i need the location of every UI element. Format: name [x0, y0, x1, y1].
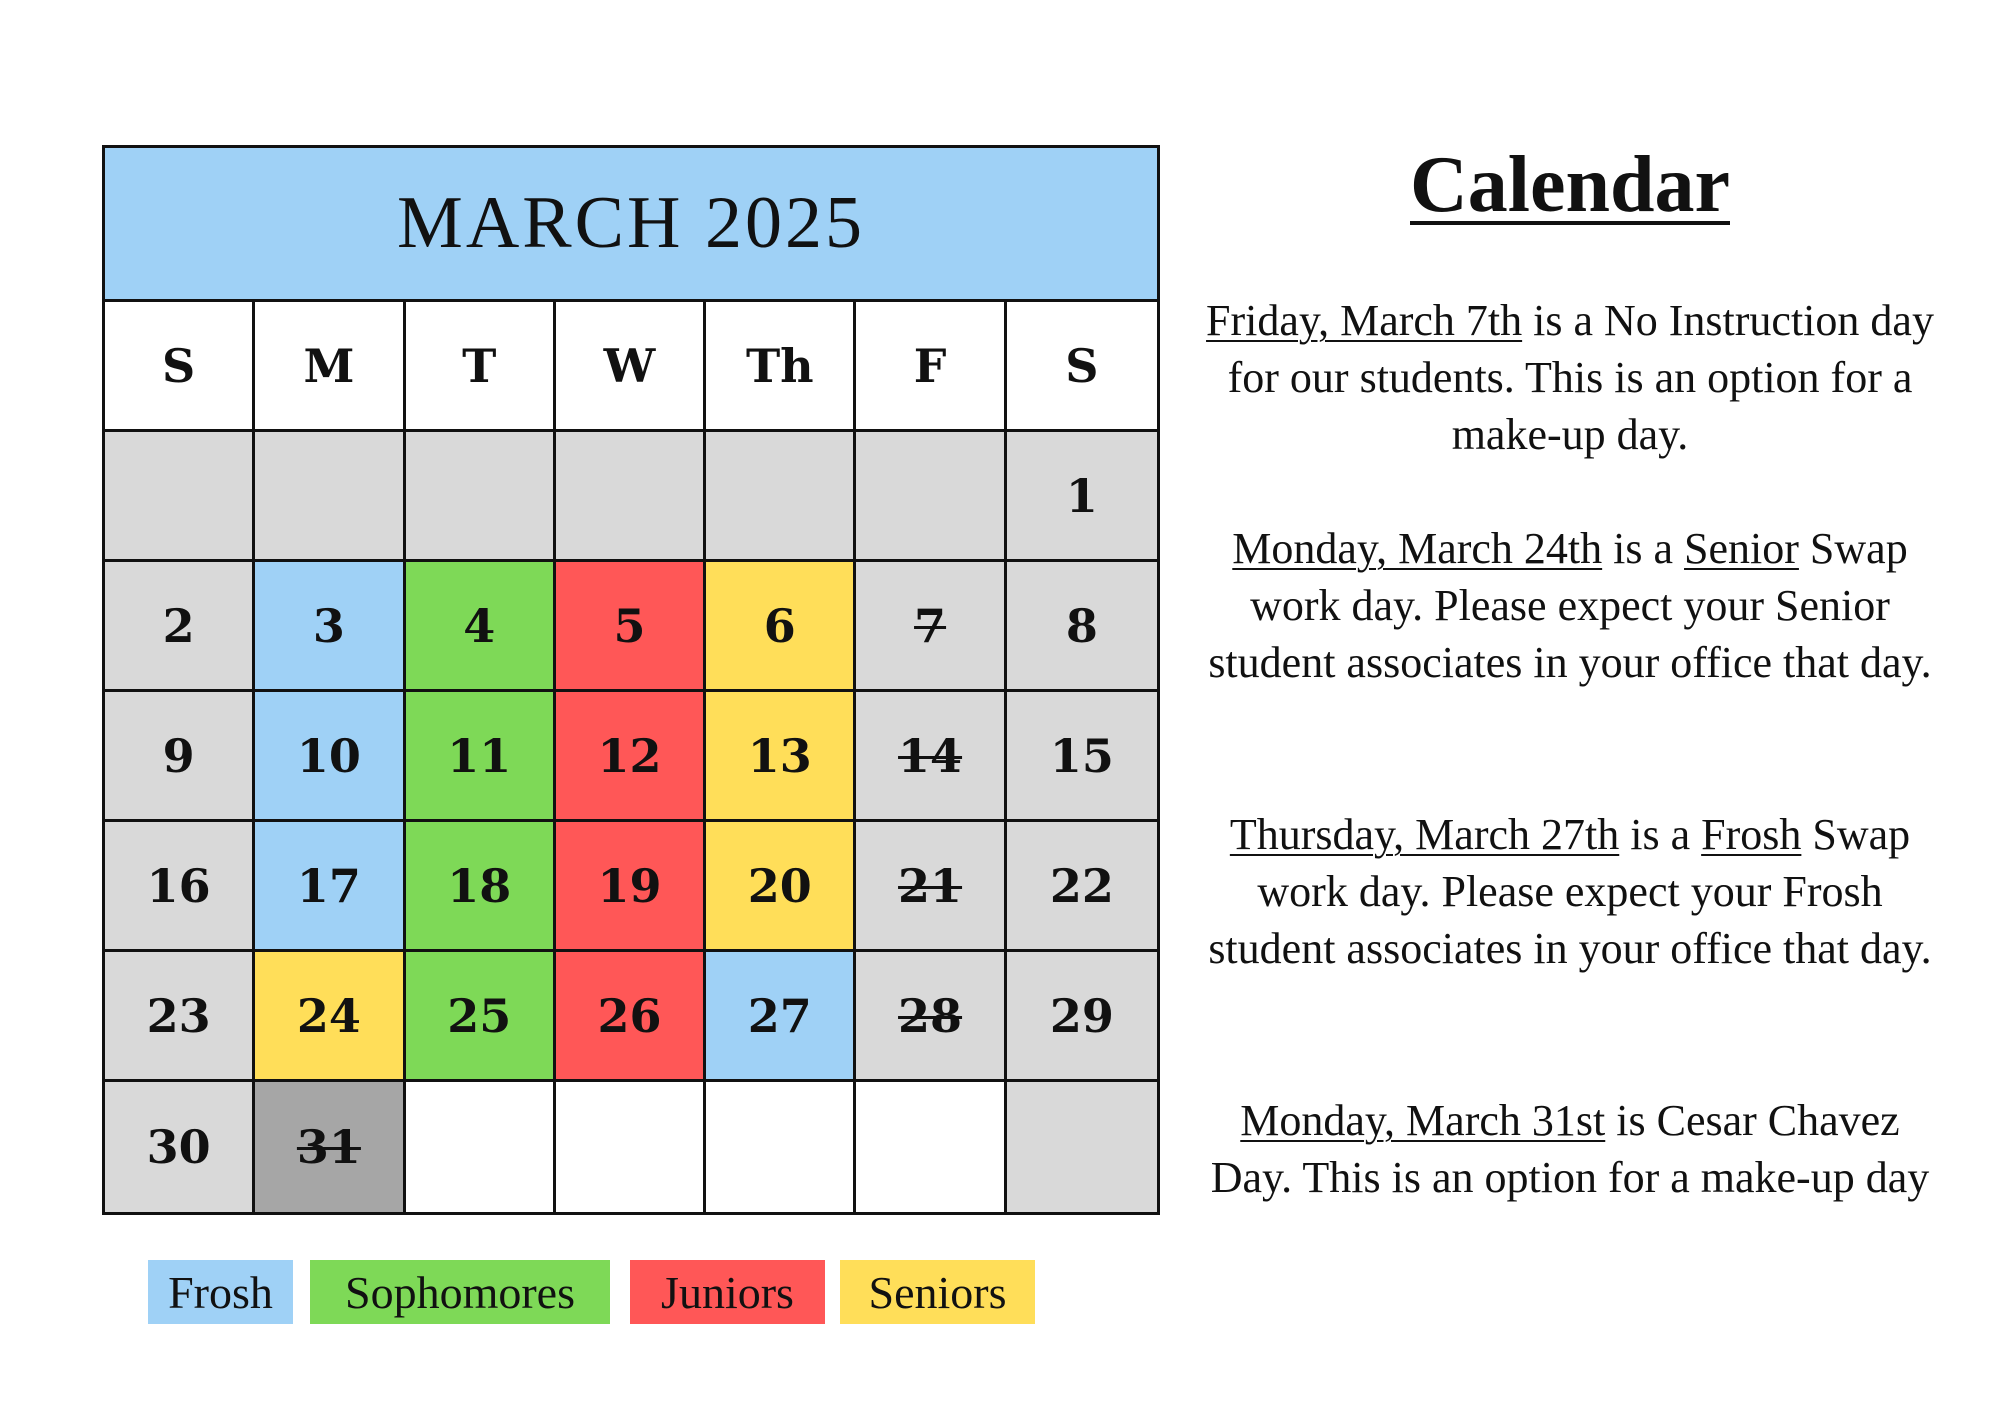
- empty-day-cell: [105, 432, 255, 562]
- day-number: 1: [1065, 468, 1098, 523]
- note-text: Swap work day. Please expect your Senior student associates in your office that day.: [1208, 524, 1932, 687]
- note-highlight: Monday, March 31st: [1240, 1096, 1606, 1145]
- day-cell-14: [856, 692, 1006, 822]
- day-number: 30: [146, 1120, 211, 1174]
- note-highlight: Senior: [1684, 524, 1799, 573]
- day-cell-22: [1007, 822, 1157, 952]
- day-number: 7: [914, 598, 947, 653]
- day-number: 9: [162, 728, 195, 783]
- note-2: [1205, 520, 1935, 691]
- day-cell-12: [556, 692, 706, 822]
- day-cell-31: [255, 1082, 405, 1212]
- legend-frosh: Frosh: [148, 1260, 293, 1324]
- day-cell-11: [406, 692, 556, 822]
- day-number: 24: [296, 988, 361, 1043]
- day-cell-13: [706, 692, 856, 822]
- day-cell-26: [556, 952, 706, 1082]
- day-cell-5: [556, 562, 706, 692]
- note-1: [1205, 292, 1935, 463]
- note-text: is Cesar Chavez Day. This is an option for a make-up day: [1210, 1096, 1930, 1202]
- day-cell-3: [255, 562, 405, 692]
- day-number: 21: [898, 858, 963, 913]
- note-highlight: Monday, March 24th: [1232, 524, 1603, 573]
- day-number: 12: [597, 728, 662, 783]
- note-text: is a: [1602, 524, 1685, 573]
- day-number: 18: [447, 858, 512, 913]
- note-text: is a No Instruction day for our students. This is an option for a make-up day.: [1227, 296, 1934, 459]
- empty-day-cell: [406, 1082, 556, 1212]
- day-cell-19: [556, 822, 706, 952]
- day-cell-30: [105, 1082, 255, 1212]
- day-cell-16: [105, 822, 255, 952]
- day-number: 8: [1065, 598, 1098, 653]
- day-cell-10: [255, 692, 405, 822]
- note-highlight: Frosh: [1701, 810, 1802, 859]
- day-number: 22: [1049, 858, 1114, 913]
- day-cell-24: [255, 952, 405, 1082]
- day-cell-9: [105, 692, 255, 822]
- day-number: 23: [146, 988, 211, 1043]
- empty-day-cell: [706, 1082, 856, 1212]
- day-number: 28: [898, 988, 963, 1043]
- day-number: 20: [747, 858, 812, 913]
- day-cell-17: [255, 822, 405, 952]
- note-text: is a: [1619, 810, 1702, 859]
- day-number: 19: [597, 858, 662, 913]
- legend-seniors: Seniors: [840, 1260, 1035, 1324]
- day-cell-6: [706, 562, 856, 692]
- day-number: 2: [162, 598, 195, 653]
- day-number: 11: [447, 728, 512, 783]
- legend-juniors: Juniors: [630, 1260, 825, 1324]
- weekday-header-sunday: S: [105, 302, 255, 432]
- day-cell-1: [1007, 432, 1157, 562]
- day-number: 16: [146, 858, 211, 913]
- weekday-header-saturday: S: [1007, 302, 1157, 432]
- day-cell-2: [105, 562, 255, 692]
- day-cell-29: [1007, 952, 1157, 1082]
- day-number: 15: [1049, 728, 1114, 783]
- day-number: 13: [747, 728, 812, 783]
- empty-day-cell: [1007, 1082, 1157, 1212]
- empty-day-cell: [406, 432, 556, 562]
- empty-day-cell: [556, 1082, 706, 1212]
- day-cell-18: [406, 822, 556, 952]
- day-number: 31: [296, 1120, 361, 1174]
- weekday-header-tuesday: T: [406, 302, 556, 432]
- weekday-header-monday: M: [255, 302, 405, 432]
- day-number: 27: [747, 988, 812, 1043]
- day-cell-4: [406, 562, 556, 692]
- day-number: 14: [898, 728, 963, 783]
- day-number: 29: [1049, 988, 1114, 1043]
- day-number: 17: [296, 858, 361, 913]
- day-number: 26: [597, 988, 662, 1043]
- note-highlight: Thursday, March 27th: [1229, 810, 1620, 859]
- month-title: MARCH 2025: [105, 148, 1157, 302]
- day-cell-15: [1007, 692, 1157, 822]
- sidebar-title: Calendar: [1410, 141, 1730, 229]
- empty-day-cell: [255, 432, 405, 562]
- note-4: [1205, 1092, 1935, 1206]
- day-grid: [105, 302, 1157, 1212]
- day-number: 3: [312, 598, 345, 653]
- day-cell-27: [706, 952, 856, 1082]
- day-number: 4: [463, 598, 496, 653]
- day-cell-7: [856, 562, 1006, 692]
- note-3: [1205, 806, 1935, 977]
- day-cell-20: [706, 822, 856, 952]
- empty-day-cell: [556, 432, 706, 562]
- calendar-grid: [102, 145, 1160, 1215]
- day-cell-8: [1007, 562, 1157, 692]
- day-number: 5: [613, 598, 646, 653]
- empty-day-cell: [706, 432, 856, 562]
- note-highlight: Friday, March 7th: [1206, 296, 1523, 345]
- weekday-header-thursday: Th: [706, 302, 856, 432]
- weekday-header-friday: F: [856, 302, 1006, 432]
- day-number: 10: [296, 728, 361, 783]
- day-number: 6: [763, 598, 796, 653]
- day-cell-23: [105, 952, 255, 1082]
- note-text: Swap work day. Please expect your Frosh student associates in your office that day.: [1208, 810, 1932, 973]
- day-cell-21: [856, 822, 1006, 952]
- empty-day-cell: [856, 1082, 1006, 1212]
- legend-sophomores: Sophomores: [310, 1260, 610, 1324]
- day-cell-28: [856, 952, 1006, 1082]
- day-number: 25: [447, 988, 512, 1043]
- empty-day-cell: [856, 432, 1006, 562]
- day-cell-25: [406, 952, 556, 1082]
- weekday-header-wednesday: W: [556, 302, 706, 432]
